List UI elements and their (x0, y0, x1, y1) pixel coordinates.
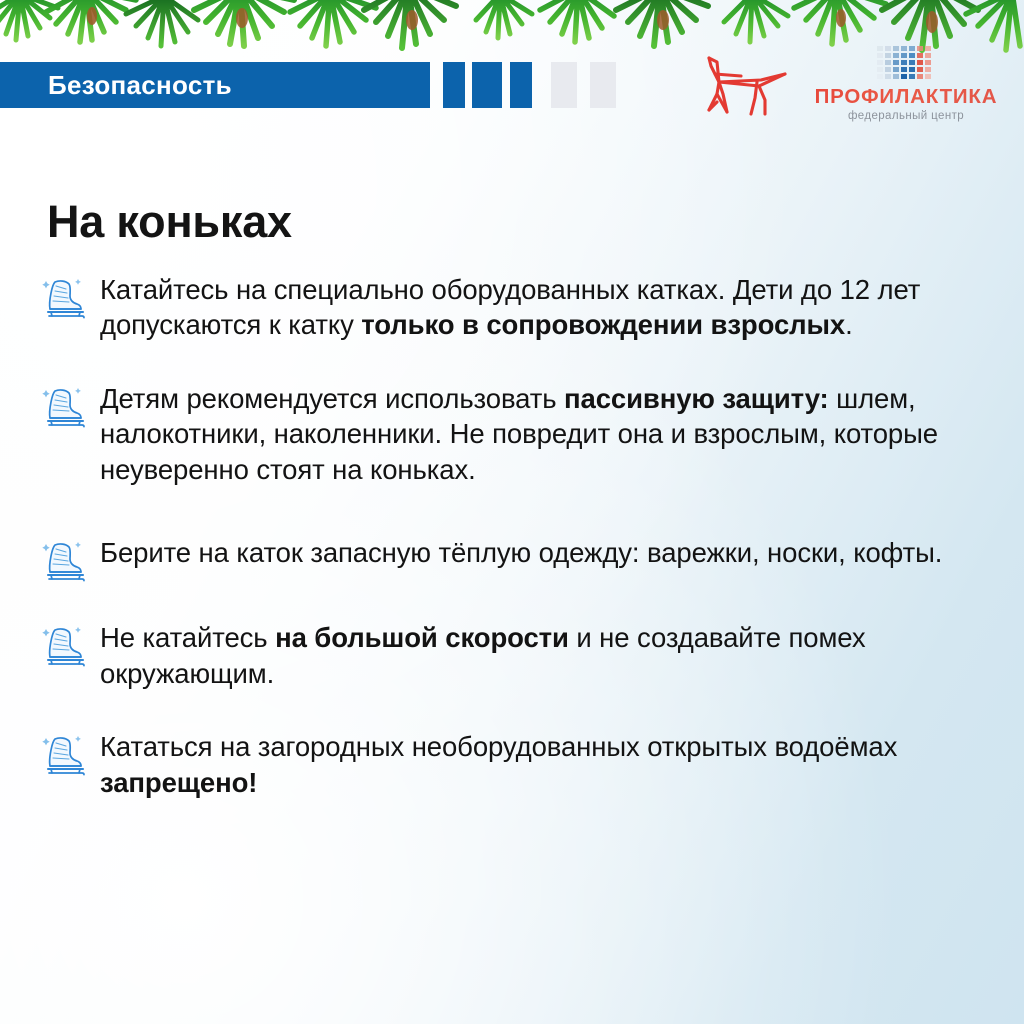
ice-skate-icon (40, 276, 88, 320)
list-item (40, 620, 1005, 691)
horse-line-drawing-icon (697, 52, 789, 118)
list-item (40, 381, 1005, 487)
advice-list (40, 272, 1005, 800)
list-item-text: Берите на каток запасную тёплую одежду: варежки, носки, кофты. (100, 537, 943, 569)
banner-chip-blue-2 (472, 62, 502, 108)
banner-chip-gray-1 (551, 62, 577, 108)
brand-subtitle: федеральный центр (847, 109, 965, 122)
ice-skate-icon (40, 733, 88, 777)
banner-chip-gray-2 (590, 62, 616, 108)
brand-name: ПРОФИЛАКТИКА (800, 87, 1012, 108)
ice-skate-icon (40, 624, 88, 668)
list-item (40, 729, 1005, 800)
banner-chip-blue-1 (443, 62, 465, 108)
list-item (40, 272, 1005, 343)
ice-skate-icon (40, 539, 88, 583)
list-item (40, 535, 1005, 583)
category-label: Безопасность (48, 69, 232, 100)
pixel-matrix-icon (877, 46, 935, 84)
page-title: На коньках (47, 196, 292, 248)
banner-chip-blue-3 (510, 62, 532, 108)
list-item-text: Катайтесь на специально оборудованных катках. Дети до 12 лет допускаются к катку только в сопровождении взрослых. (100, 274, 921, 341)
brand-logo (800, 46, 1012, 122)
ice-skate-icon (40, 385, 88, 429)
list-item-text: Детям рекомендуется использовать пассивную защиту: шлем, налокотники, наколенники. Не повредит она и взрослым, которые неуверенно стоят на коньках. (100, 382, 938, 485)
list-item-text: Не катайтесь на большой скорости и не создавайте помех окружающим. (100, 622, 866, 689)
category-banner (0, 62, 430, 108)
list-item-text: Кататься на загородных необорудованных открытых водоёмах запрещено! (100, 731, 898, 798)
